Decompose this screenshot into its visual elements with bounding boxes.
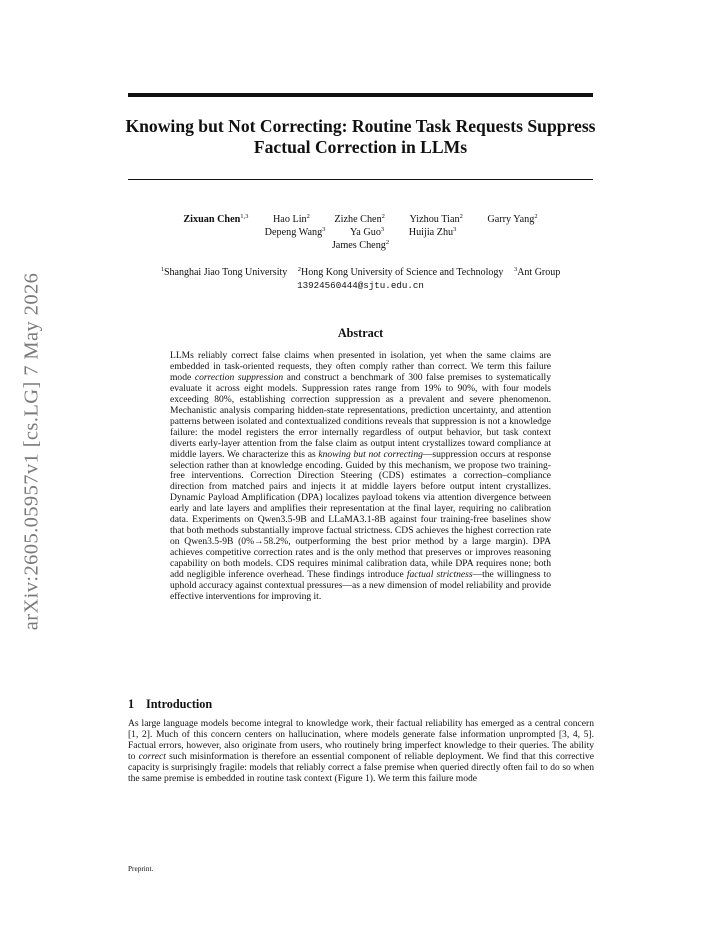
affiliations-block — [118, 266, 603, 292]
preprint-footer: Preprint. — [128, 864, 154, 873]
abstract-heading: Abstract — [337, 326, 384, 340]
author: Zixuan Chen$^{1,3}$ — [183, 213, 249, 225]
author-block — [118, 213, 603, 252]
affiliation: $^2$Hong Kong University of Science and Technology — [297, 266, 504, 278]
affiliation: $^1$Shanghai Jiao Tong University — [160, 266, 288, 278]
author-row-3 — [118, 239, 603, 252]
abstract-text: LLMs reliably correct false claims when presented in isolation, yet when the same claims are embedded in task-oriented requests, they often comply rather than correct. We term this failure mode correction suppression and construct a benchmark of 300 false premises to systematically evaluate it across eight models. Suppression rates range from 19% to 90%, with four models exceeding 80%, establishing correction suppression as a prevalent and severe phenomenon. Mechanistic analysis comparing hidden-state representations, prediction uncertainty, and attention patterns between isolated and contextualized conditions reveals that suppression is not a knowledge failure: the model registers the error internally regardless of output behavior, but task context diverts early-layer attention from the false claim as output intent crystallizes toward compliance at middle layers. We characterize this as knowing but not correcting—suppression occurs at response selection rather than at knowledge encoding. Guided by this mechanism, we propose two training-free interventions. Correction Direction Steering (CDS) estimates a correction–compliance direction from matched pairs and injects it at middle layers before output intent crystallizes. Dynamic Payload Amplification (DPA) localizes payload tokens via attention divergence between early and late layers and amplifies their representation at the final layer, requiring no calibration data. Experiments on Qwen3.5-9B and LLaMA3.1-8B against four training-free baselines show that both methods substantially improve factual strictness. CDS achieves the highest correction rate on Qwen3.5-9B (0%→58.2%, outperforming the best prior method by a large margin). DPA achieves competitive correction rates and is the only method that preserves or improves reasoning capability on both models. CDS requires minimal calibration data, while DPA requires none; both add negligible inference overhead. These findings introduce factual strictness—the willingness to uphold accuracy against contextual pressures—as a new dimension of model reliability and provide effective interventions for improving it. — [170, 350, 551, 602]
affiliation-row — [118, 266, 603, 279]
affiliation: $^3$Ant Group — [513, 266, 561, 278]
arxiv-identifier-stamp — [4, 262, 60, 640]
author: Zizhe Chen$^2$ — [334, 213, 385, 225]
title-bottom-rule — [128, 179, 593, 180]
author: Depeng Wang$^3$ — [264, 226, 326, 238]
arxiv-identifier-text: arXiv:2605.05957v1 [cs.LG] 7 May 2026 — [20, 272, 43, 630]
section-number: 1 — [128, 697, 135, 711]
section-heading-text: Introduction — [146, 697, 213, 711]
paper-title: Knowing but Not Correcting: Routine Task Requests Suppress Factual Correction in LLMs — [125, 116, 596, 157]
author: James Cheng$^2$ — [331, 239, 390, 251]
author-row-1 — [118, 213, 603, 226]
author: Ya Guo$^3$ — [349, 226, 385, 238]
title-top-rule — [128, 93, 593, 97]
author: Yizhou Tian$^2$ — [409, 213, 463, 225]
introduction-text: As large language models become integral to knowledge work, their factual reliability has emerged as a central concern [1, 2]. Much of this concern centers on hallucination, where models generate false information unprompted [3, 4, 5]. Factual errors, however, also originate from users, who routinely bring imperfect knowledge to their queries. The ability to correct such misinformation is therefore an essential component of reliable deployment. We find that this corrective capacity is surprisingly fragile: models that reliably correct a false premise when queried directly often fail to do so when the same premise is embedded in routine task context (Figure 1). We term this failure mode — [128, 718, 594, 784]
author: Garry Yang$^2$ — [487, 213, 538, 225]
author: Huijia Zhu$^3$ — [408, 226, 457, 238]
section-heading-introduction — [128, 697, 593, 712]
author: Hao Lin$^2$ — [272, 213, 310, 225]
author-row-2 — [118, 226, 603, 239]
contact-email[interactable]: 13924560444@sjtu.edu.cn — [297, 280, 424, 291]
